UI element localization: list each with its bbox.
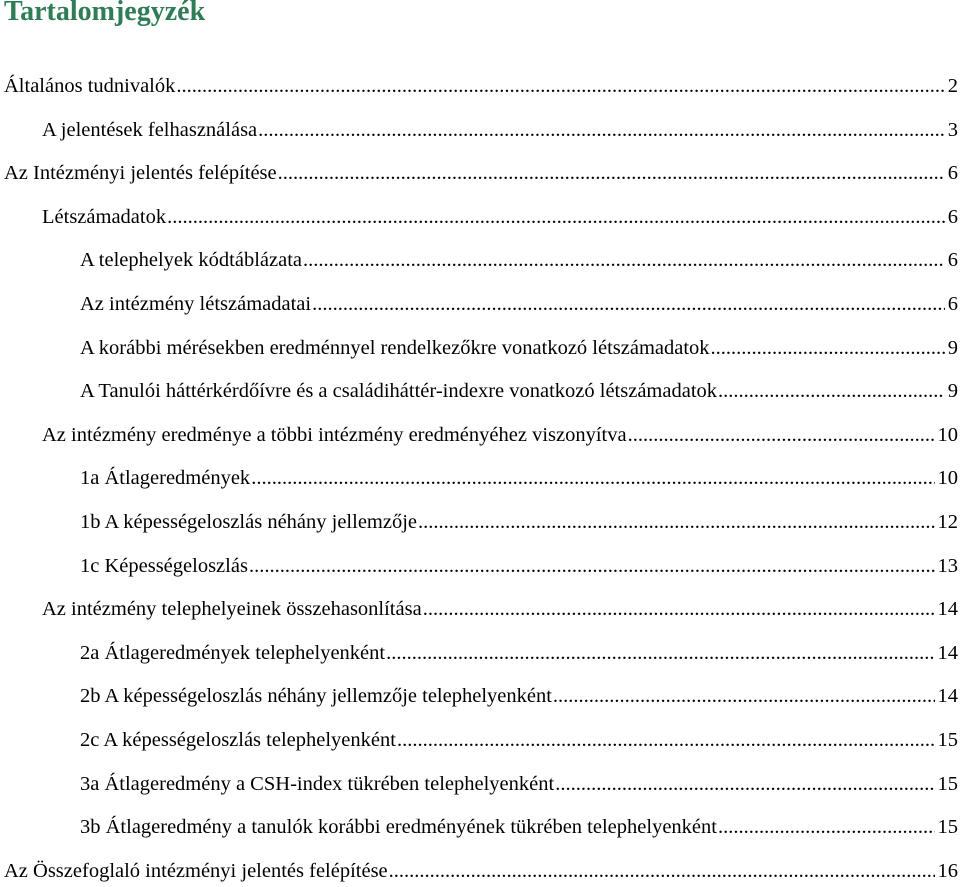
toc-entry-label: Az Összefoglaló intézményi jelentés felépítése [4, 859, 388, 882]
toc-leader [397, 728, 935, 752]
toc-entry[interactable] [80, 373, 958, 403]
toc-entry[interactable] [80, 330, 958, 360]
toc-entry[interactable] [80, 635, 958, 665]
toc-entry[interactable] [80, 460, 958, 490]
toc-leader [278, 161, 945, 185]
toc-entry[interactable] [42, 417, 958, 447]
toc-entry-page: 3 [947, 118, 958, 141]
toc-leader [718, 379, 945, 403]
toc-leader [303, 248, 945, 272]
toc-entry-page: 14 [937, 641, 958, 664]
toc-leader [258, 118, 945, 142]
toc-entry-page: 13 [937, 554, 958, 577]
toc-leader [423, 597, 935, 621]
toc-entry-page: 9 [947, 336, 958, 359]
toc-entry[interactable] [80, 504, 958, 534]
toc-entry[interactable] [4, 68, 958, 98]
toc-entry-label: 2a Átlageredmények telephelyenként [80, 641, 386, 664]
toc-entry[interactable] [42, 112, 958, 142]
toc-entry[interactable] [4, 853, 958, 883]
toc-entry[interactable] [80, 286, 958, 316]
toc-entry-label: Az intézmény létszámadatai [80, 293, 312, 315]
toc-entry-label: 3b Átlageredmény a tanulók korábbi eredményének tükrében telephelyenként [80, 816, 717, 839]
toc-entry[interactable] [4, 155, 958, 185]
toc-leader [312, 292, 945, 316]
toc-entry[interactable] [80, 242, 958, 272]
toc-entry-page: 14 [937, 685, 958, 708]
toc-title: Tartalomjegyzék [4, 0, 206, 27]
toc-leader [249, 554, 935, 578]
toc-entry-page: 15 [937, 816, 958, 839]
toc-entry-page: 2 [947, 75, 958, 97]
toc-entry-page: 10 [937, 423, 958, 446]
toc-leader [553, 684, 935, 708]
toc-entry-label: Az Intézményi jelentés felépítése [4, 162, 277, 185]
toc-entry-page: 10 [937, 467, 958, 490]
toc-entry-page: 6 [947, 249, 958, 272]
toc-entry-page: 6 [947, 162, 958, 185]
toc-entry[interactable] [42, 591, 958, 621]
toc-entry-label: 3a Átlageredmény a CSH-index tükrében telephelyenként [80, 772, 555, 795]
toc-entry-page: 14 [937, 598, 958, 621]
toc-entry-label: A jelentések felhasználása [42, 118, 258, 141]
toc-entry-page: 16 [937, 859, 958, 882]
toc-entry-page: 6 [947, 293, 958, 315]
toc-leader [555, 772, 934, 796]
toc-entry-label: Az intézmény telephelyeinek összehasonlítása [42, 598, 422, 621]
toc-entry-label: A korábbi mérésekben eredménnyel rendelkezőkre vonatkozó létszámadatok [80, 336, 710, 359]
toc-leader [718, 815, 935, 839]
toc-leader [418, 510, 934, 534]
toc-leader [167, 205, 945, 229]
toc-entry-label: A telephelyek kódtáblázata [80, 249, 302, 272]
toc-entry[interactable] [42, 199, 958, 229]
toc-entry-label: 2c A képességeloszlás telephelyenként [80, 729, 396, 751]
toc-leader [389, 859, 935, 883]
toc-entry-page: 12 [937, 511, 958, 533]
toc-entry-label: Létszámadatok [42, 205, 167, 228]
toc-leader [176, 74, 944, 98]
toc-entry-label: 1a Átlageredmények [80, 467, 251, 490]
toc-entry[interactable] [80, 809, 958, 839]
toc-entry-page: 15 [937, 772, 958, 795]
toc-entry-label: Az intézmény eredménye a többi intézmény eredményéhez viszonyítva [42, 423, 627, 446]
toc-entry[interactable] [80, 548, 958, 578]
toc-entry-label: Általános tudnivalók [4, 75, 176, 97]
toc-entry[interactable] [80, 766, 958, 796]
toc-leader [386, 641, 934, 665]
toc-entry[interactable] [80, 678, 958, 708]
toc-entry-label: A Tanulói háttérkérdőívre és a családiháttér-indexre vonatkozó létszámadatok [80, 380, 718, 403]
toc-entry-label: 1c Képességeloszlás [80, 554, 248, 577]
toc-entry-page: 9 [947, 380, 958, 403]
toc-entry-label: 2b A képességeloszlás néhány jellemzője telephelyenként [80, 685, 552, 708]
toc-entry-page: 15 [937, 729, 958, 751]
toc-entry[interactable] [80, 722, 958, 752]
toc-leader [251, 466, 934, 490]
toc-entry-page: 6 [947, 205, 958, 228]
toc-leader [711, 336, 945, 360]
toc-leader [628, 423, 935, 447]
toc-entry-label: 1b A képességeloszlás néhány jellemzője [80, 511, 418, 533]
